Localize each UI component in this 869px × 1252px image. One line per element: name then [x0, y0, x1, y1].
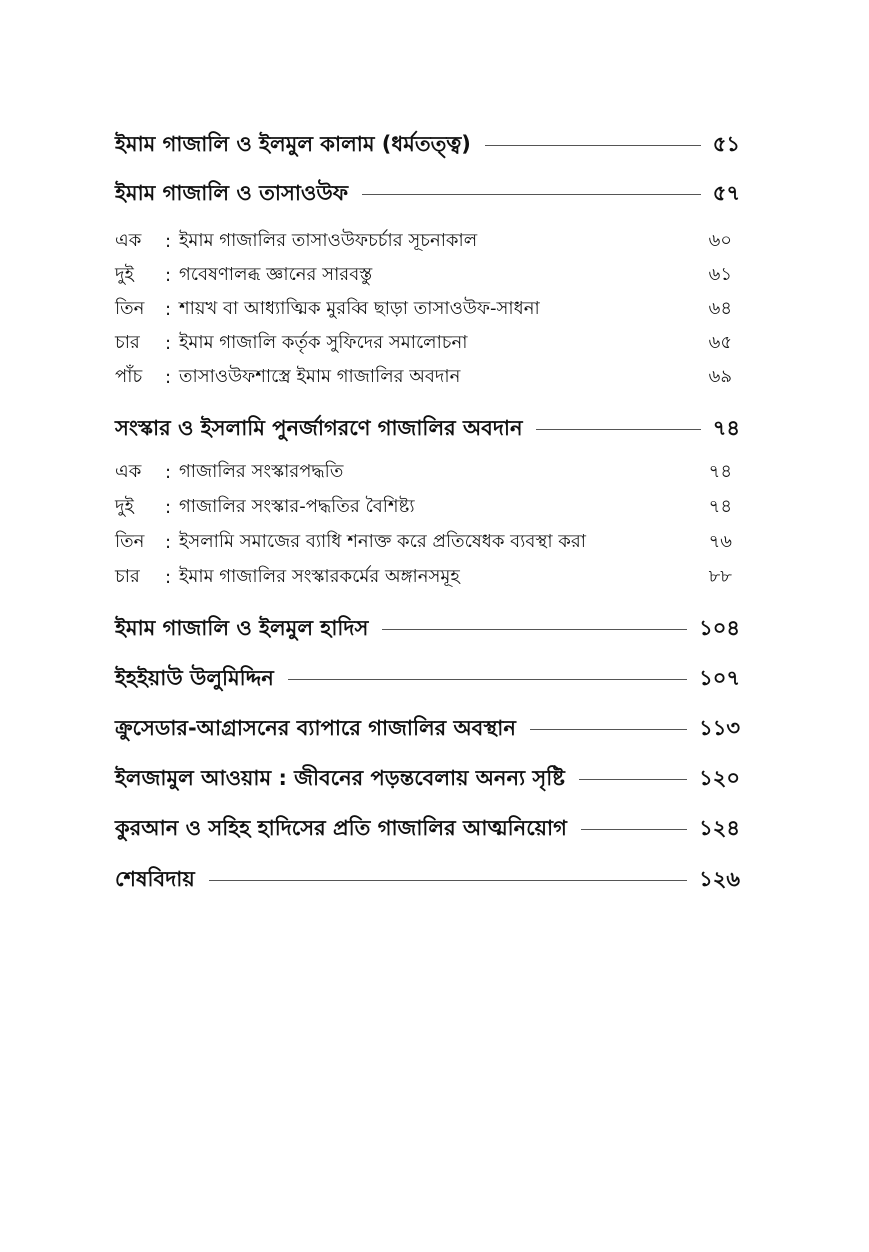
- toc-entry-title: শেষবিদায়: [115, 866, 195, 891]
- subentry-number: এক: [115, 460, 142, 482]
- subentry-page: ৬৪: [708, 297, 732, 319]
- toc-entry[interactable]: [115, 761, 740, 797]
- toc-entry[interactable]: [115, 811, 740, 847]
- toc-subentry[interactable]: [115, 328, 740, 358]
- subentry-page: ৬৯: [708, 365, 732, 387]
- subentry-page: ৬১: [708, 263, 732, 285]
- toc-entry-title: ইহইয়াউ উলুমিদ্দিন: [115, 665, 274, 690]
- subentry-colon: :: [165, 531, 172, 553]
- toc-entry-title: ক্রুসেডার-আগ্রাসনের ব্যাপারে গাজালির অবস্থান: [115, 715, 516, 740]
- toc-entry[interactable]: [115, 862, 740, 898]
- subentry-number: চার: [115, 331, 140, 353]
- subentry-number: তিন: [115, 530, 145, 552]
- subentry-colon: :: [165, 461, 172, 483]
- toc-entry-page: ৭৪: [712, 415, 740, 440]
- subentry-page: ৭৪: [708, 495, 732, 517]
- toc-entry-page: ১২৬: [699, 866, 740, 891]
- subentry-number: তিন: [115, 297, 145, 319]
- subentry-number: এক: [115, 229, 142, 251]
- toc-entry-page: ১২০: [699, 765, 740, 790]
- toc-entry[interactable]: [115, 661, 740, 697]
- subentry-number: দুই: [115, 263, 134, 285]
- toc-subentry[interactable]: [115, 260, 740, 290]
- subentry-title: ইমাম গাজালি কর্তৃক সুফিদের সমালোচনা: [179, 331, 468, 353]
- toc-entry-page: ১২৪: [699, 815, 740, 840]
- toc-subentry[interactable]: [115, 294, 740, 324]
- toc-entry-title: কুরআন ও সহিহ হাদিসের প্রতি গাজালির আত্মনিয়োগ: [115, 815, 567, 840]
- toc-subentry[interactable]: [115, 457, 740, 487]
- toc-entry-title: ইমাম গাজালি ও ইলমুল কালাম (ধর্মতত্ত্ব): [115, 131, 471, 156]
- dot-leader: [485, 145, 701, 146]
- subentry-number: পাঁচ: [115, 365, 143, 387]
- subentry-number: চার: [115, 565, 140, 587]
- toc-entry[interactable]: [115, 411, 740, 447]
- toc-subentry[interactable]: [115, 527, 740, 557]
- dot-leader: [382, 629, 687, 630]
- subentry-page: ৬০: [708, 229, 732, 251]
- toc-subentry[interactable]: [115, 226, 740, 256]
- toc-entry-title: ইমাম গাজালি ও ইলমুল হাদিস: [115, 615, 369, 640]
- toc-entry[interactable]: [115, 711, 740, 747]
- dot-leader: [581, 829, 687, 830]
- toc-subentry[interactable]: [115, 362, 740, 392]
- subentry-title: শায়খ বা আধ্যাত্মিক মুরব্বি ছাড়া তাসাওউফ-সাধনা: [179, 297, 540, 319]
- toc-entry-page: ১১৩: [699, 715, 740, 740]
- toc-entry-title: ইলজামুল আওয়াম : জীবনের পড়ন্তবেলায় অনন্য সৃষ্টি: [115, 765, 565, 790]
- dot-leader: [530, 729, 687, 730]
- subentry-colon: :: [165, 298, 172, 320]
- subentry-page: ৬৫: [708, 331, 732, 353]
- dot-leader: [288, 679, 687, 680]
- subentry-title: ইমাম গাজালির তাসাওউফচর্চার সূচনাকাল: [179, 229, 478, 251]
- subentry-title: তাসাওউফশাস্ত্রে ইমাম গাজালির অবদান: [179, 365, 461, 387]
- toc-entry-page: ৫৭: [712, 180, 740, 205]
- subentry-colon: :: [165, 230, 172, 252]
- subentry-colon: :: [165, 332, 172, 354]
- toc-entry-title: ইমাম গাজালি ও তাসাওউফ: [115, 180, 349, 205]
- dot-leader: [536, 429, 700, 430]
- toc-entry[interactable]: [115, 176, 740, 212]
- toc-subentry[interactable]: [115, 492, 740, 522]
- subentry-title: ইসলামি সমাজের ব্যাধি শনাক্ত করে প্রতিষেধক ব্যবস্থা করা: [179, 530, 586, 552]
- subentry-colon: :: [165, 566, 172, 588]
- toc-entry-page: ১০৭: [699, 665, 740, 690]
- toc-entry-page: ৫১: [712, 131, 740, 156]
- subentry-title: গবেষণালব্ধ জ্ঞানের সারবস্তু: [179, 263, 373, 285]
- subentry-number: দুই: [115, 495, 134, 517]
- subentry-colon: :: [165, 264, 172, 286]
- subentry-colon: :: [165, 366, 172, 388]
- subentry-colon: :: [165, 496, 172, 518]
- subentry-title: ইমাম গাজালির সংস্কারকর্মের অঙ্গানসমূহ: [179, 565, 460, 587]
- subentry-title: গাজালির সংস্কার-পদ্ধতির বৈশিষ্ট্য: [179, 495, 415, 517]
- toc-entry[interactable]: [115, 611, 740, 647]
- dot-leader: [362, 194, 701, 195]
- toc-entry-title: সংস্কার ও ইসলামি পুনর্জাগরণে গাজালির অবদান: [115, 415, 523, 440]
- subentry-page: ৭৪: [708, 460, 732, 482]
- subentry-page: ৭৬: [708, 530, 732, 552]
- toc-entry-page: ১০৪: [699, 615, 740, 640]
- toc-subentry[interactable]: [115, 562, 740, 592]
- dot-leader: [579, 779, 687, 780]
- toc-entry[interactable]: [115, 127, 740, 163]
- dot-leader: [209, 880, 687, 881]
- subentry-page: ৮৮: [708, 565, 732, 587]
- subentry-title: গাজালির সংস্কারপদ্ধতি: [179, 460, 344, 482]
